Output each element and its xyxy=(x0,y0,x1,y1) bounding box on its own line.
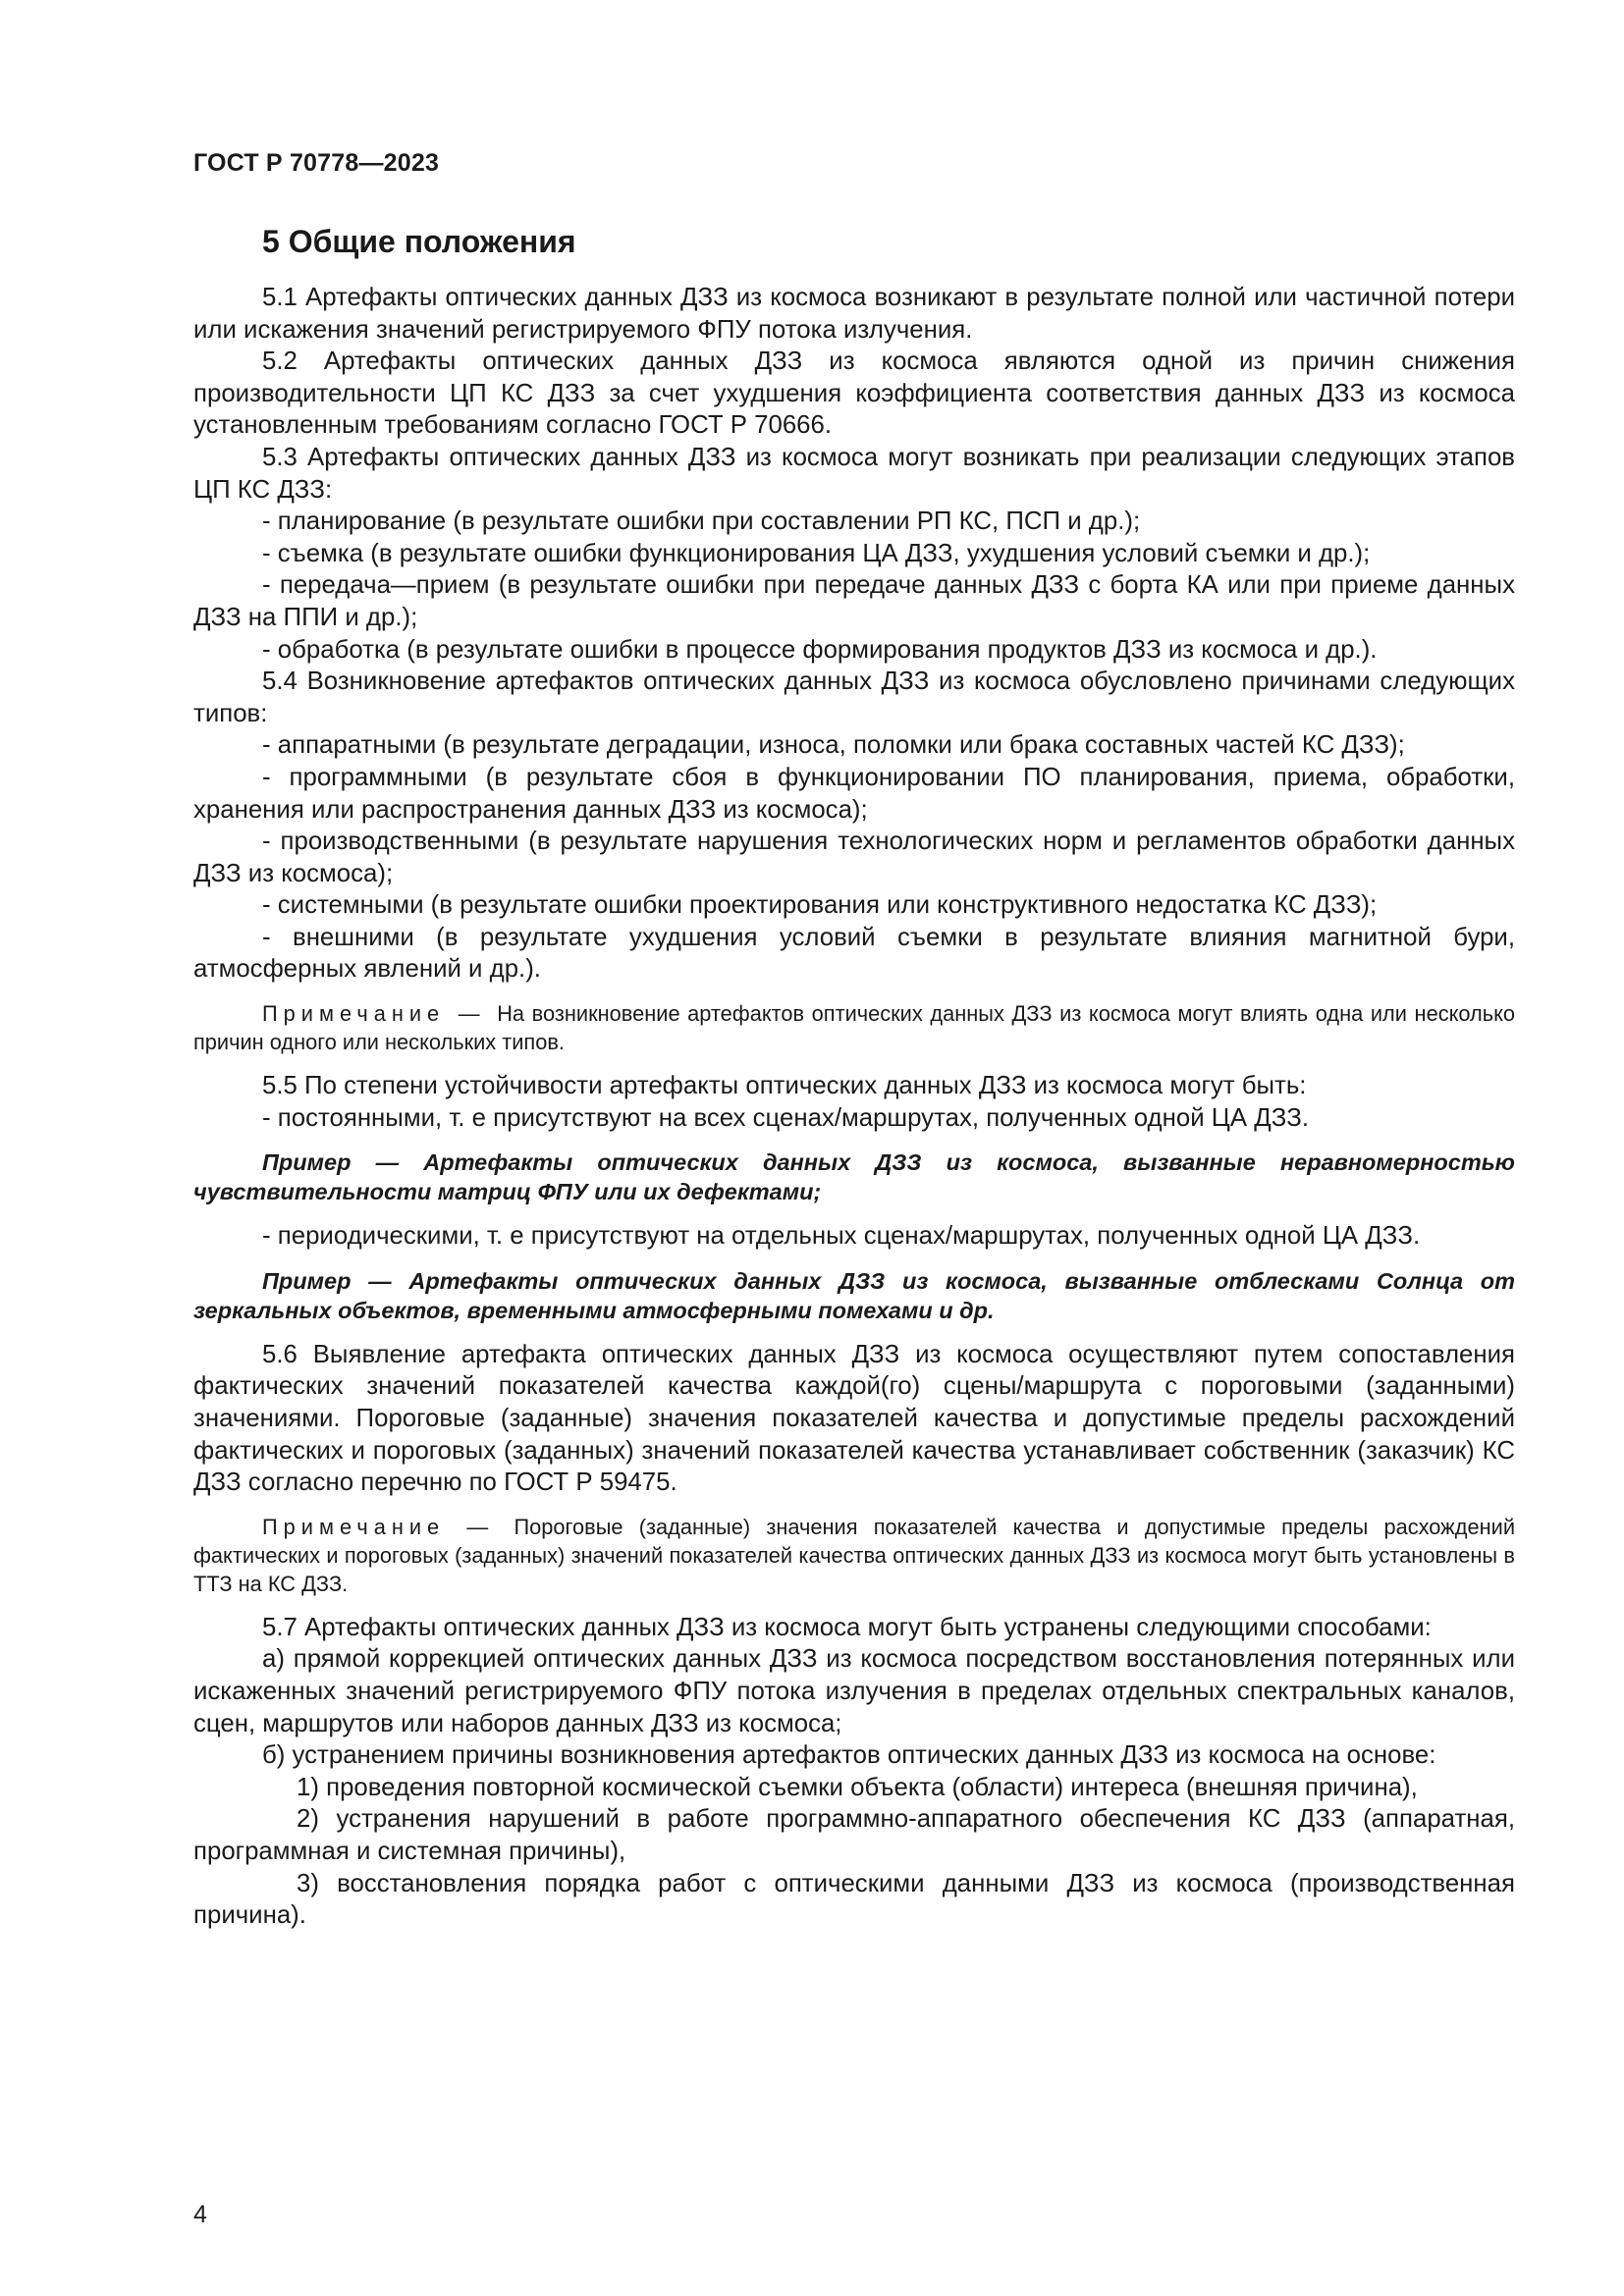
list-item-cause: - аппаратными (в результате деградации, износа, поломки или брака составных частей КС ДЗЗ); xyxy=(262,731,1405,760)
note-2 xyxy=(193,1513,1515,1598)
example-2: Пример — Артефакты оптических данных ДЗЗ из космоса, вызванные отблесками Солнца от зеркальных объектов, временными атмосферными помехами и др. xyxy=(193,1267,1515,1323)
document-header: ГОСТ Р 70778—2023 xyxy=(193,149,440,177)
list-item-cause: - производственными (в результате нарушения технологических норм и регламентов обработки данных ДЗЗ из космоса); xyxy=(193,828,1515,887)
paragraph-5-2: 5.2 Артефакты оптических данных ДЗЗ из космоса являются одной из причин снижения производительности ЦП КС ДЗЗ за счет ухудшения коэффициента соответствия данных ДЗЗ из космоса установленным требованиям согласно ГОСТ Р 70666. xyxy=(193,347,1515,440)
document-body xyxy=(193,282,1515,1932)
note-label: Примечание — xyxy=(262,1514,495,1539)
example-1: Пример — Артефакты оптических данных ДЗЗ из космоса, вызванные неравномерностью чувствительности матриц ФПУ или их дефектами; xyxy=(193,1149,1515,1205)
list-item-stability: - постоянными, т. е присутствуют на всех сценах/маршрутах, полученных одной ЦА ДЗЗ. xyxy=(262,1103,1310,1132)
list-item-method-b: б) устранением причины возникновения артефактов оптических данных ДЗЗ из космоса на основе: xyxy=(262,1741,1436,1770)
list-item-method-b-sub: 1) проведения повторной космической съемки объекта (области) интереса (внешняя причина), xyxy=(297,1773,1418,1801)
list-item-stage: - передача—прием (в результате ошибки при передаче данных ДЗЗ с борта КА или при приеме данных ДЗЗ на ППИ и др.); xyxy=(193,571,1515,631)
list-item-cause: - программными (в результате сбоя в функционировании ПО планирования, приема, обработки, хранения или распространения данных ДЗЗ из космоса); xyxy=(193,763,1515,824)
list-item-method-a: а) прямой коррекцией оптических данных ДЗЗ из космоса посредством восстановления потерянных или искаженных значений регистрируемого ФПУ потока излучения в пределах отдельных спектральных каналов, сцен, маршрутов или наборов данных ДЗЗ из космоса; xyxy=(193,1645,1515,1737)
list-item-cause: - системными (в результате ошибки проектирования или конструктивного недостатка КС ДЗЗ); xyxy=(262,891,1378,920)
note-1 xyxy=(193,999,1515,1056)
note-text: На возникновение артефактов оптических данных ДЗЗ из космоса могут влиять одна или несколько причин одного или нескольких типов. xyxy=(193,1001,1515,1055)
paragraph-5-1: 5.1 Артефакты оптических данных ДЗЗ из космоса возникают в результате полной или частичной потери или искажения значений регистрируемого ФПУ потока излучения. xyxy=(193,284,1515,344)
note-text: Пороговые (заданные) значения показателей качества и допустимые пределы расхождений фактических и пороговых (заданных) значений показателей качества оптических данных ДЗЗ из космоса могут быть установлены в ТТЗ на КС ДЗЗ. xyxy=(193,1514,1515,1596)
page-number: 4 xyxy=(193,2201,207,2228)
list-item-stage: - планирование (в результате ошибки при составлении РП КС, ПСП и др.); xyxy=(262,507,1141,536)
list-item-method-b-sub: 2) устранения нарушений в работе программно-аппаратного обеспечения КС ДЗЗ (аппаратная, программная и системная причины), xyxy=(193,1805,1515,1865)
note-label: Примечание — xyxy=(262,1001,486,1027)
list-item-stage: - обработка (в результате ошибки в процессе формирования продуктов ДЗЗ из космоса и др.). xyxy=(262,635,1378,664)
list-item-cause: - внешними (в результате ухудшения условий съемки в результате влияния магнитной бури, атмосферных явлений и др.). xyxy=(193,923,1515,984)
paragraph-5-4: 5.4 Возникновение артефактов оптических данных ДЗЗ из космоса обусловлено причинами следующих типов: xyxy=(193,667,1515,727)
section-title: 5 Общие положения xyxy=(262,224,576,259)
list-item-stability: - периодическими, т. е присутствуют на отдельных сценах/маршрутах, полученных одной ЦА ДЗЗ. xyxy=(262,1222,1421,1251)
paragraph-5-7: 5.7 Артефакты оптических данных ДЗЗ из космоса могут быть устранены следующими способами: xyxy=(262,1613,1432,1641)
paragraph-5-6: 5.6 Выявление артефакта оптических данных ДЗЗ из космоса осуществляют путем сопоставления фактических значений показателей качества каждой(го) сцены/маршрута с пороговыми (заданными) значениями. Пороговые (заданные) значения показателей качества и допустимые пределы расхождений фактических и пороговых (заданных) значений показателей качества устанавливает собственник (заказчик) КС ДЗЗ согласно перечню по ГОСТ Р 59475. xyxy=(193,1340,1515,1497)
paragraph-5-3: 5.3 Артефакты оптических данных ДЗЗ из космоса могут возникать при реализации следующих этапов ЦП КС ДЗЗ: xyxy=(193,443,1515,504)
paragraph-5-5: 5.5 По степени устойчивости артефакты оптических данных ДЗЗ из космоса могут быть: xyxy=(262,1072,1307,1100)
list-item-method-b-sub: 3) восстановления порядка работ с оптическими данными ДЗЗ из космоса (производственная причина). xyxy=(193,1869,1515,1930)
list-item-stage: - съемка (в результате ошибки функционирования ЦА ДЗЗ, ухудшения условий съемки и др.); xyxy=(262,539,1371,567)
